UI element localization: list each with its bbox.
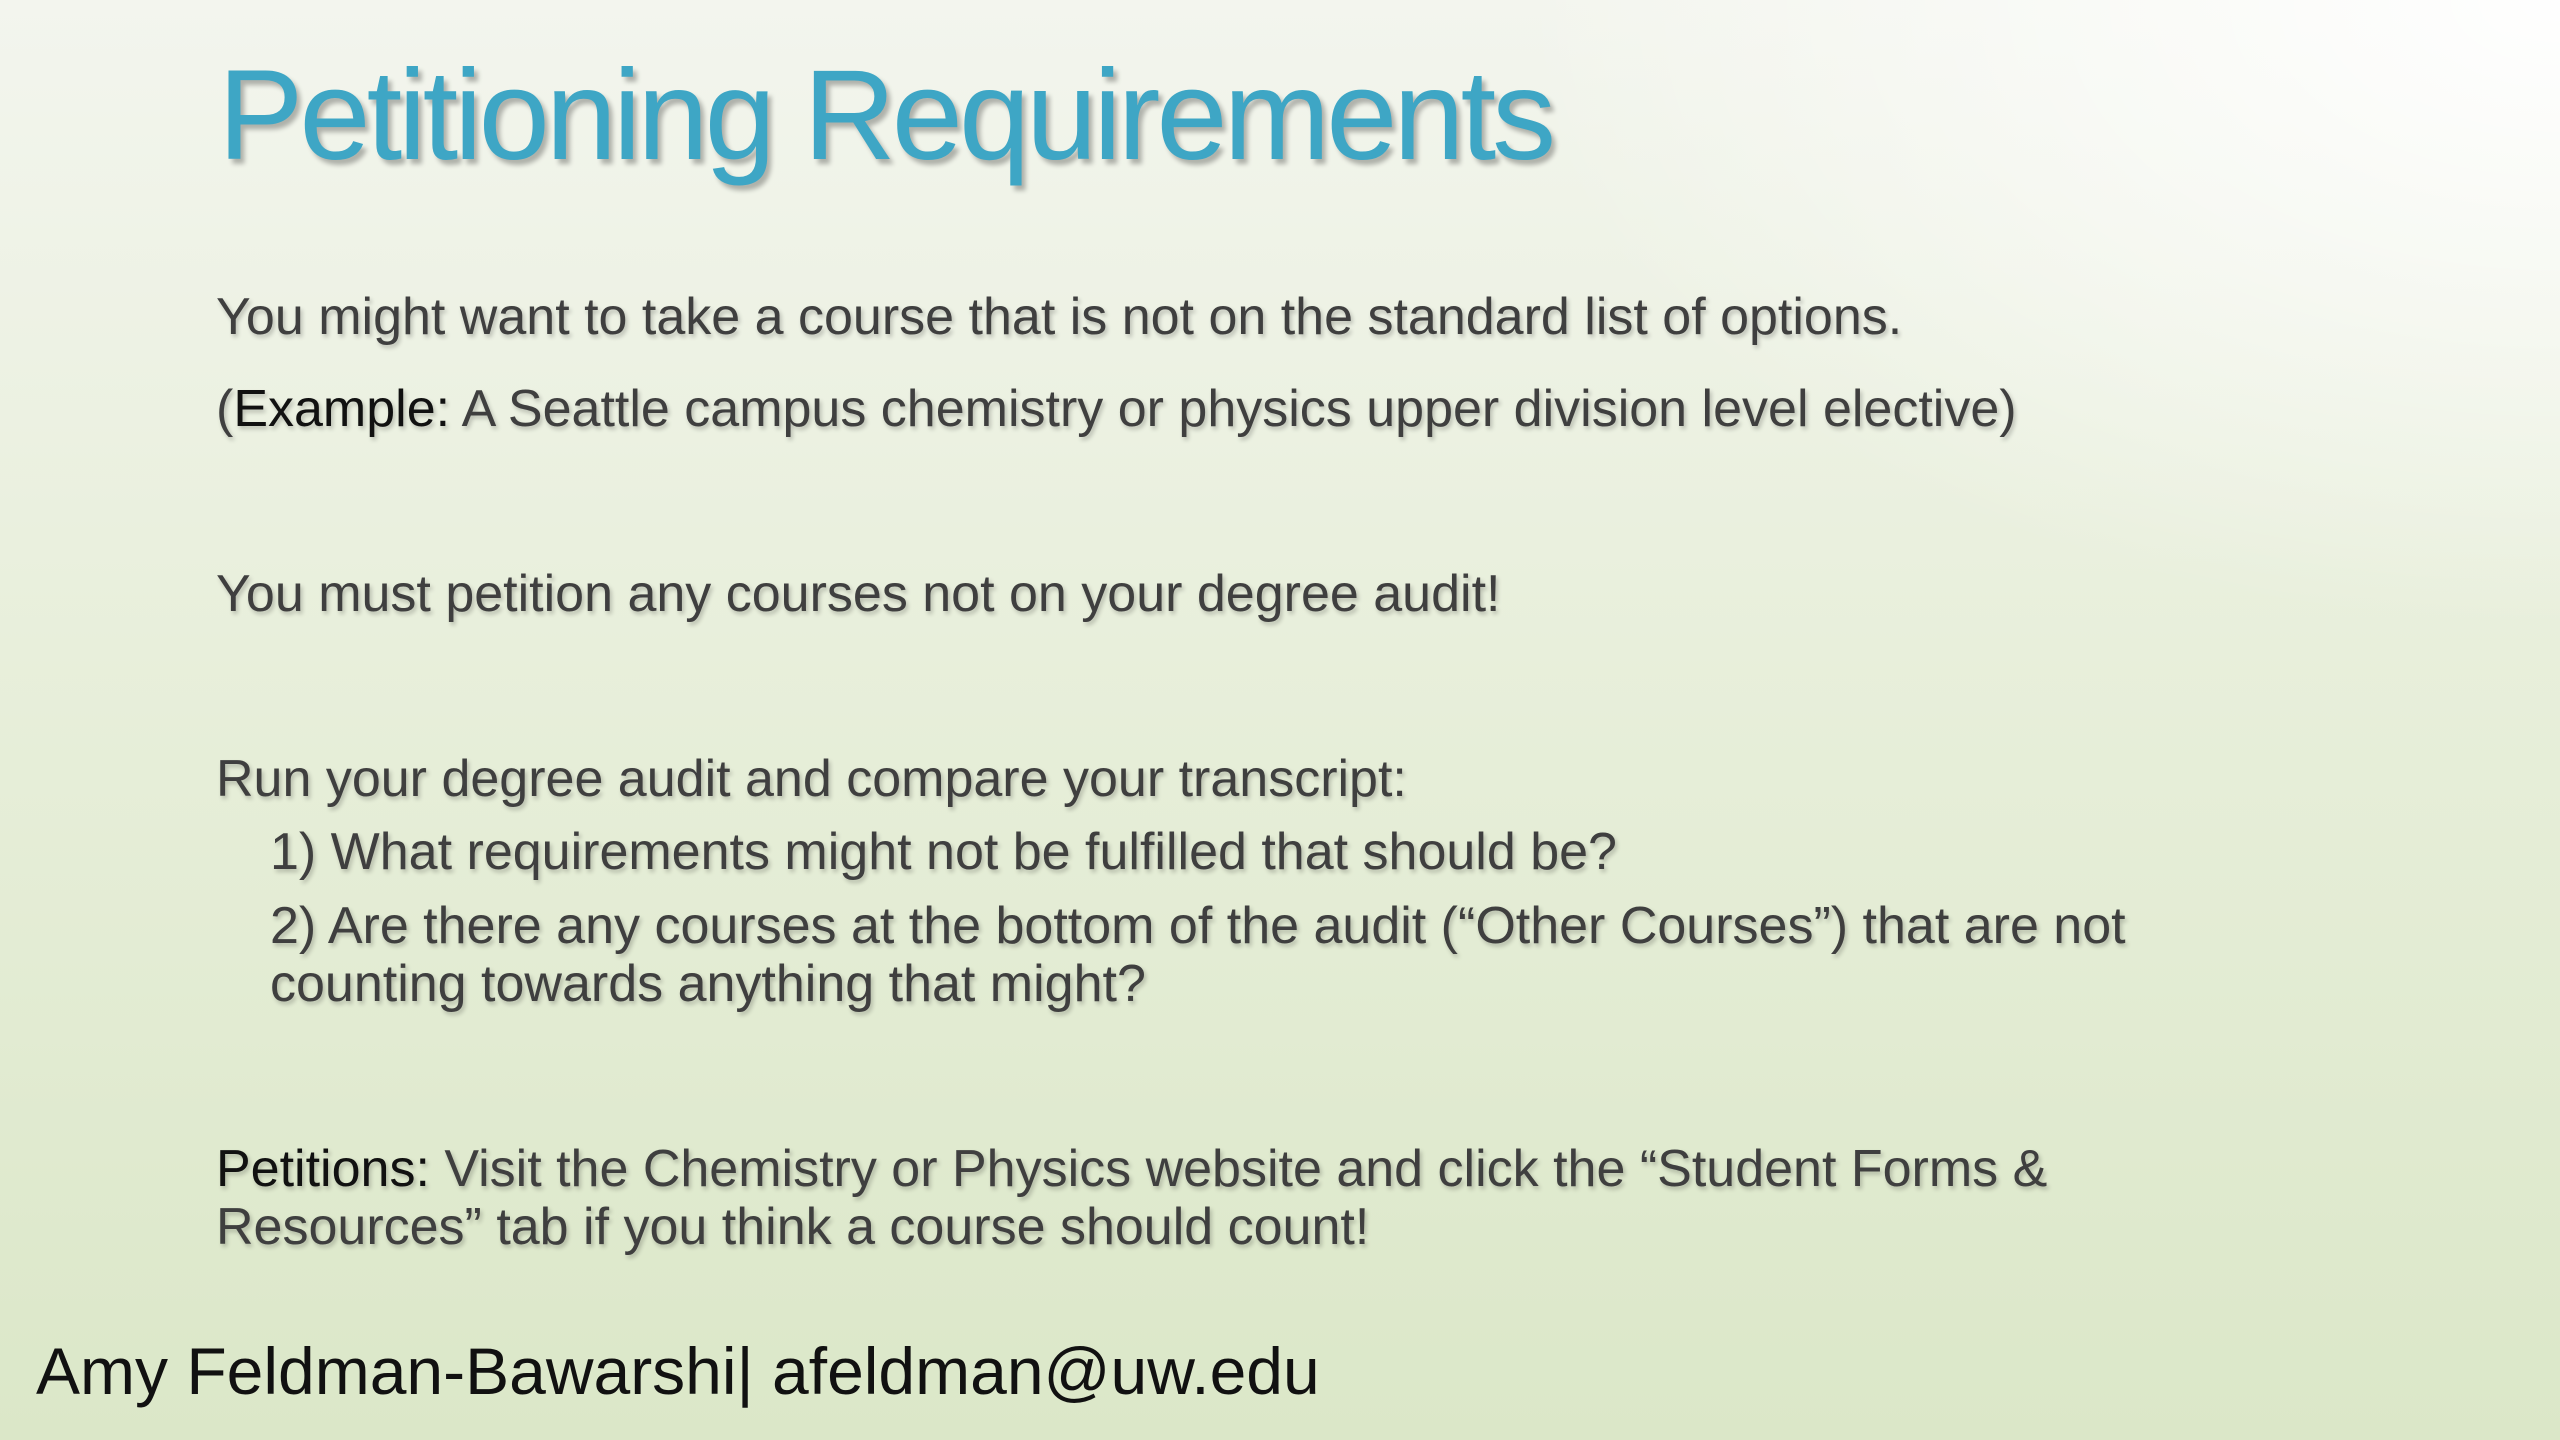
- petitions-text-1: Visit the Chemistry or Physics website and click the “Student Forms &: [429, 1140, 2048, 1198]
- petitions-line-1: [216, 1140, 2047, 1198]
- petitions-label: Petitions:: [216, 1140, 430, 1198]
- example-text: A Seattle campus chemistry or physics upper division level elective): [450, 380, 2017, 438]
- example-line: [216, 380, 2017, 438]
- footer-contact: Amy Feldman-Bawarshi| afeldman@uw.edu: [36, 1334, 1320, 1408]
- intro-line: You might want to take a course that is not on the standard list of options.: [216, 288, 1903, 346]
- example-label: Example:: [233, 380, 451, 438]
- must-petition-line: You must petition any courses not on your degree audit!: [216, 565, 1501, 623]
- audit-heading: Run your degree audit and compare your transcript:: [216, 750, 1407, 808]
- audit-item-2-continued: counting towards anything that might?: [270, 955, 1146, 1013]
- slide-title: Petitioning Requirements: [218, 44, 1553, 187]
- petitions-line-2: Resources” tab if you think a course should count!: [216, 1198, 1370, 1256]
- audit-item-1: 1) What requirements might not be fulfilled that should be?: [270, 823, 1617, 881]
- example-open-paren: (: [216, 380, 234, 438]
- audit-item-2: 2) Are there any courses at the bottom of the audit (“Other Courses”) that are not: [270, 897, 2126, 955]
